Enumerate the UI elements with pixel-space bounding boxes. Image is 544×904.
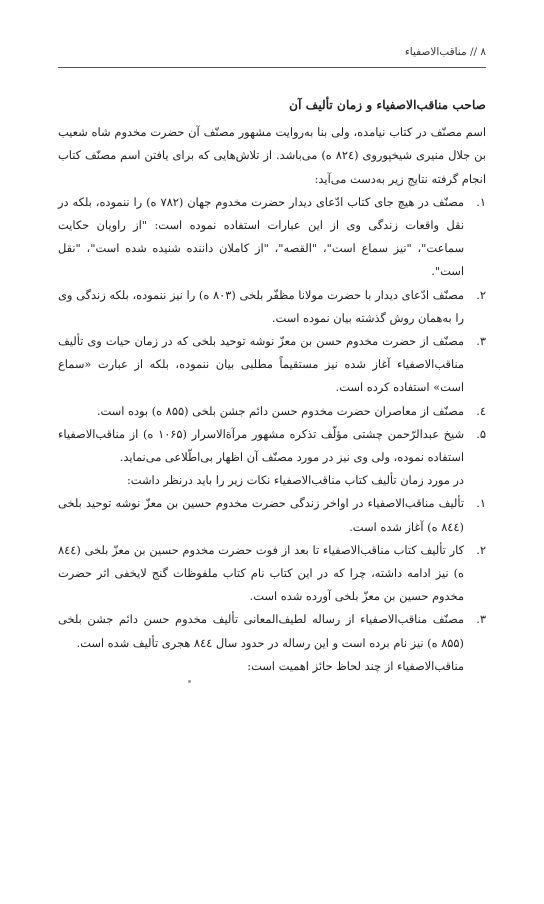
section-heading: صاحب مناقب‌الاصفیاء و زمان تألیف آن	[289, 98, 486, 112]
ink-speck	[188, 680, 191, 683]
list-item	[58, 284, 486, 330]
list-text: مصنّف ادّعای دیدار با حضرت مولانا مظفّر بلخی (۸۰۳ ه) را نیز ننموده، بلکه زندگی وی را به‌همان روش گذشته بیان نموده است.	[58, 287, 464, 325]
list-item	[58, 423, 486, 469]
list-number: ۲.	[476, 542, 486, 557]
list-number: ۲.	[476, 287, 486, 302]
list-item	[58, 330, 486, 400]
list-number: ۱.	[476, 496, 486, 511]
list-number: ۱.	[476, 194, 486, 209]
header-rule	[58, 67, 486, 68]
list-item	[58, 608, 486, 654]
dating-list	[58, 492, 486, 654]
list-text: تألیف مناقب‌الاصفیاء در اواخر زندگی حضرت مخدوم حسین بن معزّ نوشه توحید بلخی (۸٤٤ ه) آغاز شده است.	[58, 496, 464, 534]
closing-paragraph: مناقب‌الاصفیاء از چند لحاظ حائز اهمیت است:	[247, 658, 464, 673]
intro-paragraph: اسم مصنّف در کتاب نیامده، ولی بنا به‌روایت مشهور مصنّف آن حضرت مخدوم شاه شعیب بن جلال منیری شیخپوروی (۸۲٤ ه) می‌باشد. از تلاش‌هایی که برای یافتن اسم مصنّف کتاب انجام گرفته نتایج زیر به‌دست می‌آید:	[58, 125, 486, 186]
list-text: مصنّف از حضرت مخدوم حسن بن معزّ نوشه توحید بلخی که در زمان حیات وی تألیف مناقب‌الاصفیاء آغاز شده نیز مستقیماً مطلبی بیان ننموده، بلکه از عبارت «سماع است» استفاده کرده است.	[58, 334, 464, 395]
list-item	[58, 191, 486, 284]
list-number: ۳.	[476, 612, 486, 627]
list-item	[58, 492, 486, 538]
list-text: مصنّف مناقب‌الاصفیاء از رساله لطیف‌المعانی تألیف مخدوم حسن دائم جشن بلخی (۸۵۵ ه) نیز نام برده است و این رساله در حدود سال ۸٤٤ هجری تألیف شده است.	[58, 612, 464, 650]
list-text: مصنّف از معاصران حضرت مخدوم حسن دائم جشن بلخی (۸۵۵ ه) بوده است.	[96, 403, 464, 418]
list-item	[58, 539, 486, 609]
bridge-paragraph: در مورد زمان تألیف کتاب مناقب‌الاصفیاء نکات زیر را باید درنظر داشت:	[126, 473, 464, 488]
list-number: ٤.	[476, 403, 486, 418]
list-number: ۳.	[476, 334, 486, 349]
running-head: ۸ // مناقب‌الاصفیاء	[404, 46, 486, 58]
list-item	[58, 400, 486, 423]
attribution-list	[58, 191, 486, 469]
list-text: مصنّف در هیچ جای کتاب ادّعای دیدار حضرت مخدوم جهان (۷۸۲ ه) را ننموده، بلکه در نقل واقعات زندگی وی از این عبارات استفاده نموده است: "از راویان حکایت سماعت"، "نیز سماع است"، "القصه"، "از کاملان داننده شنیده شده است"، "نقل است".	[58, 194, 464, 279]
list-text: کار تألیف کتاب مناقب‌الاصفیاء تا بعد از فوت حضرت مخدوم حسین بن معزّ بلخی (۸٤٤ ه) نیز ادامه داشته، چرا که در این کتاب نام کتاب ملفوظات گنج لایخفی اثر حضرت مخدوم حسین بن معزّ بلخی آورده شده است.	[58, 542, 464, 604]
list-text: شیخ عبدالرّحمن چشتی مؤلّف تذکره مشهور مرآة‌الاسرار (۱۰۶۵ ه) از مناقب‌الاصفیاء استفاده نموده، ولی وی نیز در مورد مصنّف آن اظهار بی‌اطّلاعی می‌نماید.	[58, 426, 464, 465]
page-body	[58, 94, 486, 844]
list-number: ۵.	[476, 426, 486, 441]
